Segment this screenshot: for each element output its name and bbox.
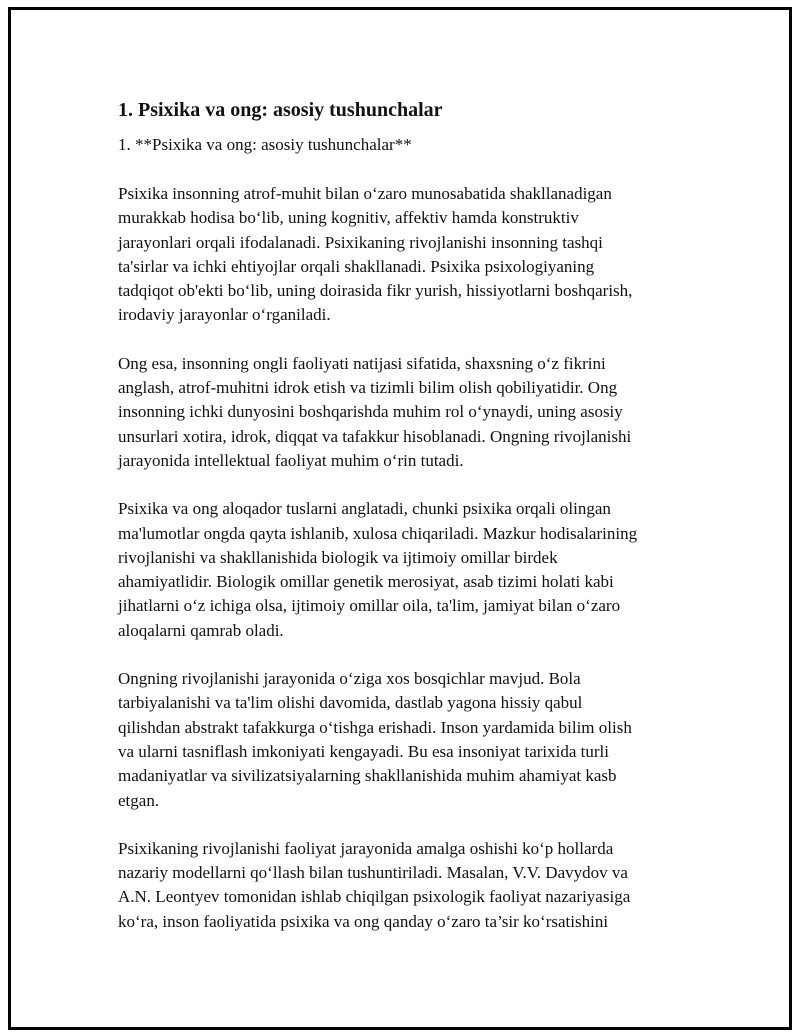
paragraph-line: A.N. Leontyev tomonidan ishlab chiqilgan psixologik faoliyat nazariyasiga: [118, 887, 631, 907]
paragraph-line: Psixika va ong aloqador tuslarni anglatadi, chunki psixika orqali olingan: [118, 499, 611, 519]
paragraph-line: jarayonida intellektual faoliyat muhim o‘rin tutadi.: [118, 450, 464, 470]
paragraph-line: ma'lumotlar ongda qayta ishlanib, xulosa chiqariladi. Mazkur hodisalarining: [118, 523, 638, 543]
paragraph-5: [118, 837, 698, 934]
paragraph-line: unsurlari xotira, idrok, diqqat va tafakkur hisoblanadi. Ongning rivojlanishi: [118, 426, 632, 446]
paragraph-4: [118, 667, 698, 813]
paragraph-line: anglash, atrof-muhitni idrok etish va tizimli bilim olish qobiliyatidir. Ong: [118, 378, 618, 398]
document-content: [118, 97, 698, 958]
paragraph-line: ahamiyatlidir. Biologik omillar genetik merosiyat, asab tizimi holati kabi: [118, 572, 614, 592]
paragraph-line: tarbiyalanishi va ta'lim olishi davomida, dastlab yagona hissiy qabul: [118, 693, 583, 713]
paragraph-line: ko‘ra, inson faoliyatida psixika va ong qanday o‘zaro ta’sir ko‘rsatishini: [118, 911, 609, 931]
paragraph-line: irodaviy jarayonlar o‘rganiladi.: [118, 305, 331, 325]
paragraph-line: ta'sirlar va ichki ehtiyojlar orqali shakllanadi. Psixika psixologiyaning: [118, 256, 595, 276]
paragraph-line: Ong esa, insonning ongli faoliyati natijasi sifatida, shaxsning o‘z fikrini: [118, 353, 606, 373]
paragraph-line: qilishdan abstrakt tafakkurga o‘tishga erishadi. Inson yardamida bilim olish: [118, 717, 632, 737]
paragraph-line: nazariy modellarni qo‘llash bilan tushuntiriladi. Masalan, V.V. Davydov va: [118, 863, 628, 883]
document-subtitle: 1. **Psixika va ong: asosiy tushunchalar**: [118, 135, 412, 154]
paragraph-line: Ongning rivojlanishi jarayonida o‘ziga xos bosqichlar mavjud. Bola: [118, 669, 581, 689]
paragraph-line: jihatlarni o‘z ichiga olsa, ijtimoiy omillar oila, ta'lim, jamiyat bilan o‘zaro: [118, 596, 621, 616]
paragraph-line: tadqiqot ob'ekti bo‘lib, uning doirasida fikr yurish, hissiyotlarni boshqarish,: [118, 281, 633, 301]
paragraph-3: [118, 497, 698, 643]
paragraph-line: va ularni tasniflash imkoniyati kengayadi. Bu esa insoniyat tarixida turli: [118, 741, 609, 761]
paragraph-line: murakkab hodisa bo‘lib, uning kognitiv, affektiv hamda konstruktiv: [118, 208, 579, 228]
paragraph-line: jarayonlari orqali ifodalanadi. Psixikaning rivojlanishi insonning tashqi: [118, 232, 603, 252]
paragraph-line: aloqalarni qamrab oladi.: [118, 620, 284, 640]
paragraph-line: insonning ichki dunyosini boshqarishda muhim rol o‘ynaydi, uning asosiy: [118, 402, 623, 422]
paragraph-line: rivojlanishi va shakllanishida biologik va ijtimoiy omillar birdek: [118, 547, 558, 567]
paragraph-line: etgan.: [118, 790, 160, 810]
paragraph-line: madaniyatlar va sivilizatsiyalarning shakllanishida muhim ahamiyat kasb: [118, 766, 617, 786]
paragraph-2: [118, 352, 698, 473]
paragraph-line: Psixika insonning atrof-muhit bilan o‘zaro munosabatida shakllanadigan: [118, 184, 612, 203]
document-title: 1. Psixika va ong: asosiy tushunchalar: [118, 99, 443, 121]
page-frame: [8, 7, 792, 1030]
paragraph-line: Psixikaning rivojlanishi faoliyat jarayonida amalga oshishi ko‘p hollarda: [118, 838, 614, 858]
paragraph-1: [118, 182, 698, 328]
